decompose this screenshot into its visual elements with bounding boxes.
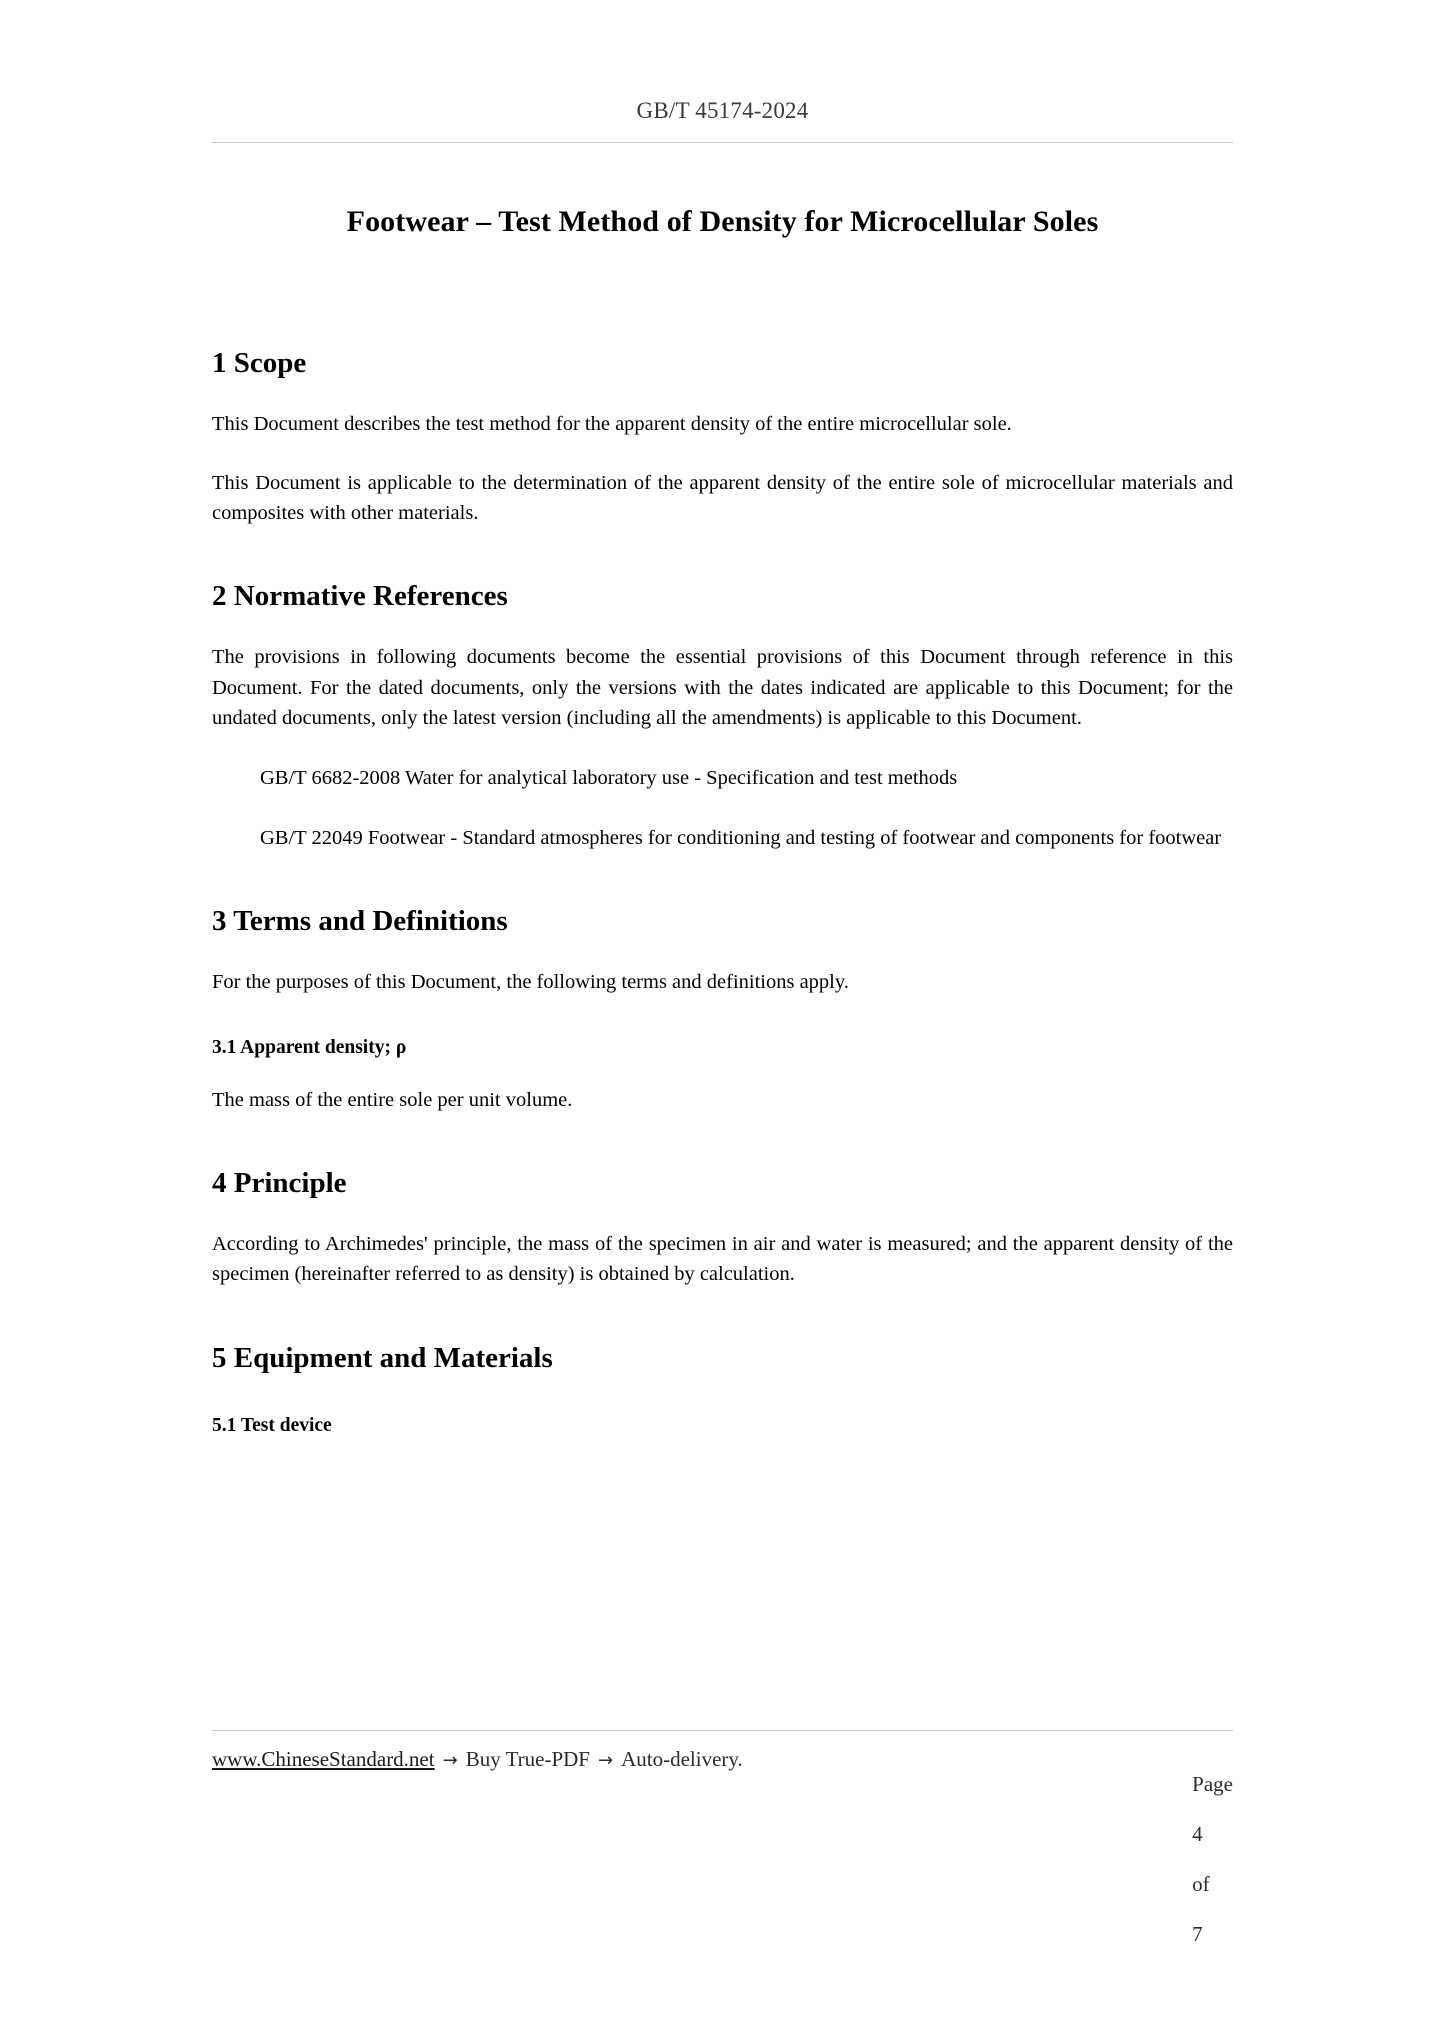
document-title: Footwear – Test Method of Density for Microcellular Soles [346,205,1099,238]
subheading-apparent-density: 3.1 Apparent density; ρ [212,1037,407,1059]
reference-item: GB/T 22049 Footwear - Standard atmospheres for conditioning and testing of footwear and components for footwear [260,826,1222,849]
normative-references-paragraph: The provisions in following documents become the essential provisions of this Document through reference in this Document. For the dated documents, only the versions with the dates indicated are applicable to this Document; for the undated documents, only the latest version (including all the amendments) is applicable to this Document. [212,646,1233,729]
arrow-right-icon: → [598,1750,614,1771]
section-heading-scope: 1 Scope [212,347,307,379]
auto-delivery-label: Auto-delivery. [621,1747,743,1771]
footer-divider [212,1730,1233,1731]
standard-id: GB/T 45174-2024 [636,98,809,123]
footer-left-group [212,1747,743,1772]
website-link[interactable]: www.ChineseStandard.net [212,1747,435,1771]
section-heading-terms-and-definitions: 3 Terms and Definitions [212,905,508,937]
page-number: 4 [1192,1822,1203,1846]
terms-paragraph: For the purposes of this Document, the following terms and definitions apply. [212,971,849,993]
section-heading-principle: 4 Principle [212,1167,347,1200]
section-heading-equipment-and-materials: 5 Equipment and Materials [212,1341,553,1374]
subheading-test-device: 5.1 Test device [212,1414,332,1436]
section-heading-normative-references: 2 Normative References [212,580,508,613]
page-footer [212,1730,1233,1972]
scope-paragraph-2: This Document is applicable to the determination of the apparent density of the entire sole of microcellular materials and composites with other materials. [212,472,1233,525]
of-label: of [1192,1872,1210,1896]
scope-paragraph-1: This Document describes the test method for the apparent density of the entire microcellular sole. [212,413,1012,435]
page-indicator [1150,1747,1233,1972]
header-divider [212,142,1233,143]
buy-true-pdf-label[interactable]: Buy True-PDF [465,1747,590,1771]
apparent-density-definition: The mass of the entire sole per unit volume. [212,1089,573,1112]
page-label: Page [1192,1772,1233,1796]
page-total: 7 [1192,1922,1203,1946]
reference-item: GB/T 6682-2008 Water for analytical laboratory use - Specification and test methods [260,766,958,789]
footer-row [212,1747,1233,1972]
principle-paragraph: According to Archimedes' principle, the mass of the specimen in air and water is measured; and the apparent density of the specimen (hereinafter referred to as density) is obtained by calculation. [212,1233,1233,1286]
page-header [212,0,1233,124]
arrow-right-icon: → [442,1750,458,1771]
